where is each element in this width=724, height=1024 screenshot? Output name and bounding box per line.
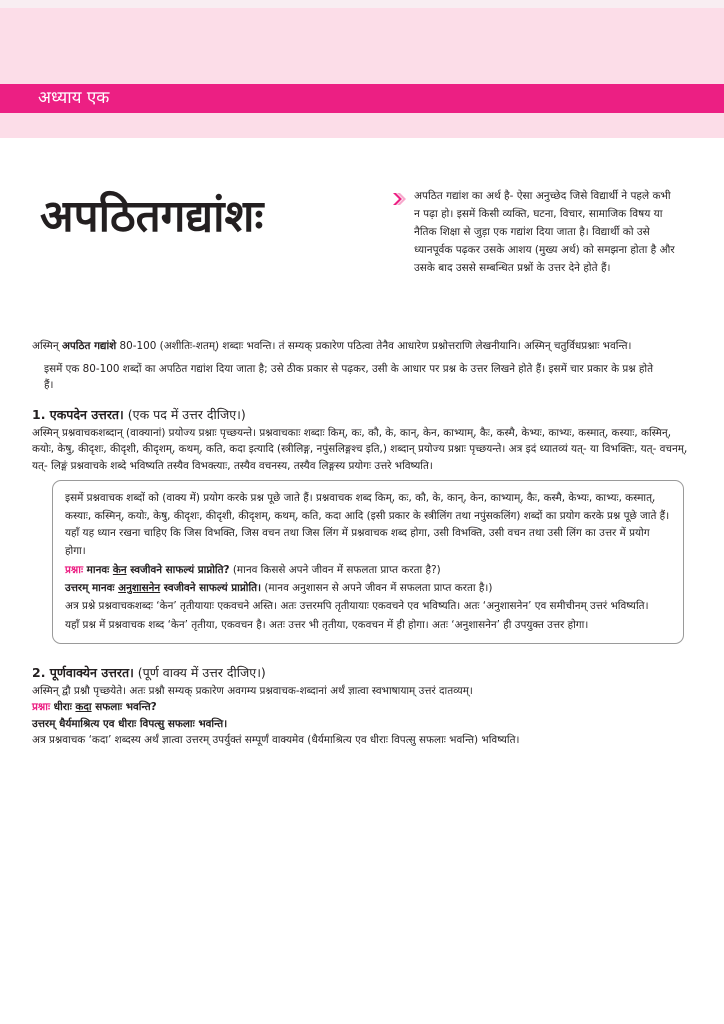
section-2-question-start: धीराः (50, 701, 76, 714)
section-2-heading (32, 664, 688, 681)
intro-text-start: अस्मिन् (32, 340, 62, 352)
answer-keyword: अनुशासनेन (118, 581, 161, 594)
chapter-label: अध्याय एक (38, 88, 110, 108)
section-2-answer-label: उत्तरम् (32, 717, 56, 730)
question-keyword: केन (112, 564, 127, 577)
section-2-question (32, 699, 688, 716)
chapter-bar (0, 84, 724, 113)
box-paragraph-2: अत्र प्रश्ने प्रश्नवाचकशब्दः ‘केन’ तृतीयायाः एकवचने अस्ति। अतः उत्तरमपि तृतीयायाः एकवचने एव भविष्यति। अतः ‘अनुशासनेन’ एव समीचीनम् उत्तरं भविष्यति। (65, 599, 649, 612)
explanation-box (52, 480, 684, 644)
intro-hindi-paragraph: इसमें एक 80-100 शब्दों का अपठित गद्यांश दिया जाता है; उसे ठीक प्रकार से पढ़कर, उसी के आधार पर प्रश्न के उत्तर लिखने होते हैं। इसमें चार प्रकार के प्रश्न होते हैं। (44, 362, 654, 391)
section-2-question-keyword: कदा (75, 701, 92, 714)
example-answer (65, 580, 671, 598)
section-2-question-label: प्रश्नाः (32, 701, 51, 714)
section-1-title: 1. एकपदेन उत्तरत। (32, 406, 124, 422)
double-chevron-right-icon (392, 192, 406, 206)
answer-translation: (मानव अनुशासन से अपने जीवन में सफलता प्राप्त करता है।) (261, 581, 493, 594)
section-2-answer-text: धैर्यमाश्रित्य एव धीराः विपत्सु सफलाः भवन्ति। (55, 717, 228, 730)
question-text-start: मानवः (83, 564, 113, 577)
box-paragraph-1: इसमें प्रश्नवाचक शब्दों को (वाक्य में) प्रयोग करके प्रश्न पूछे जाते हैं। प्रश्नवाचक शब्द किम्, कः, कौ, के, कान्, केन, काभ्याम्, कैः, कस्मै, केभ्यः, काभ्यः, कस्मात्, कस्याः, कस्मिन्, कयोः, केषु, कीदृशः, कीदृशी, कीदृशम्, कथम्, कति, कदा आदि (इसी प्रकार के स्त्रीलिंग तथा नपुंसकलिंग) शब्दों का प्रयोग करके प्रश्न पूछे जाते हैं। यहाँ यह ध्यान रखना चाहिए कि जिस विभक्ति, जिस वचन तथा जिस लिंग में प्रश्नवाचक शब्द होगा, उसी विभक्ति, उसी वचन तथा उसी लिंग का उत्तर में प्रयोग होगा। (65, 492, 670, 557)
section-2-subtitle: (पूर्ण वाक्य में उत्तर दीजिए।) (133, 664, 266, 680)
section-1-body: अस्मिन् प्रश्नवाचकशब्दान् (वाक्यानां) प्रयोज्य प्रश्नाः पृच्छयन्ते। प्रश्नवाचकाः शब्दाः किम्, कः, कौ, के, कान्, केन, काभ्याम्, कैः, कस्मै, केभ्यः, काभ्यः, कस्मात्, कस्याः, कस्मिन्, कयोः, केषु, कीदृशः, कीदृशी, कीदृशम्, कथम्, कति, कदा इत्यादि (स्त्रीलिङ्ग, नपुंसलिङ्गश्च इति,) शब्दान् प्रयोज्य प्रश्नाः पृच्छयन्ते। अत्र इदं ध्यातव्यं यत्- या विभक्तिः, यत्- वचनम्, यत्- लिङ्गं प्रश्नवाचके शब्दे भविष्यति तस्यैव विभक्त्याः, तस्यैव वचनस्य, तस्यैव लिङ्गस्य प्रयोगः उत्तरे भविष्यति। (32, 426, 688, 472)
intro-term: अपठित गद्यांशे (61, 340, 117, 352)
header-band-edge (0, 0, 724, 8)
question-label: प्रश्नाः (65, 564, 84, 577)
answer-text-start: उत्तरम् मानवः (65, 581, 119, 594)
header-band (0, 0, 724, 138)
section-1-subtitle: (एक पद में उत्तर दीजिए।) (123, 406, 246, 422)
section-2-title: 2. पूर्णवाक्येन उत्तरत। (32, 664, 134, 680)
intro-text-rest: 80-100 (अशीतिः-शतम्) शब्दाः भवन्ति। तं सम्यक् प्रकारेण पठित्वा तेनैव आधारेण प्रश्नोत्तराणि लेखनीयानि। अस्मिन् चतुर्विधप्रश्नाः भवन्ति। (116, 340, 632, 352)
section-2-note: अत्र प्रश्नवाचक ‘कदा’ शब्दस्य अर्थं ज्ञात्वा उत्तरम् उपर्युक्तं सम्पूर्णं वाक्यमेव (धैर्यमाश्रित्य एव धीराः विपत्सु सफलाः भवन्ति) भविष्यति। (32, 734, 520, 747)
box-paragraph-3: यहाँ प्रश्न में प्रश्नवाचक शब्द ‘केन’ तृतीया, एकवचन है। अतः उत्तर भी तृतीया, एकवचन में ही होगा। अतः ‘अनुशासनेन’ ही उपयुक्त उत्तर होगा। (65, 619, 589, 632)
section-1-heading (32, 406, 688, 423)
page-title: अपठितगद्यांशः (40, 191, 264, 242)
intro-paragraph (32, 338, 688, 355)
section-2-question-end: सफलाः भवन्ति? (91, 701, 157, 714)
question-translation: (मानव किससे अपने जीवन में सफलता प्राप्त करता है?) (229, 564, 441, 577)
section-2-answer (32, 716, 688, 733)
answer-text-end: स्वजीवने साफल्यं प्राप्नोति। (160, 581, 262, 594)
example-question (65, 562, 671, 580)
section-2-body: अस्मिन् द्वौ प्रश्नौ पृच्छयेते। अतः प्रश्नौ सम्यक् प्रकारेण अवगम्य प्रश्नवाचक-शब्दानां अर्थं ज्ञात्वा स्वभाषायाम् उत्तरं दातव्यम्। (32, 684, 473, 697)
intro-definition: अपठित गद्यांश का अर्थ है- ऐसा अनुच्छेद जिसे विद्यार्थी ने पहले कभी न पढ़ा हो। इसमें किसी व्यक्ति, घटना, विचार, सामाजिक विषय या नैतिक शिक्षा से जुड़ा एक गद्यांश दिया जाता है। विद्यार्थी को उसे ध्यानपूर्वक पढ़कर उसके आशय (मुख्य अर्थ) को समझना होता है और उसके बाद उससे सम्बन्धित प्रश्नों के उत्तर देने होते हैं। (414, 190, 675, 274)
question-text-end: स्वजीवने साफल्यं प्राप्नोति? (126, 564, 230, 577)
main-content (32, 338, 688, 749)
